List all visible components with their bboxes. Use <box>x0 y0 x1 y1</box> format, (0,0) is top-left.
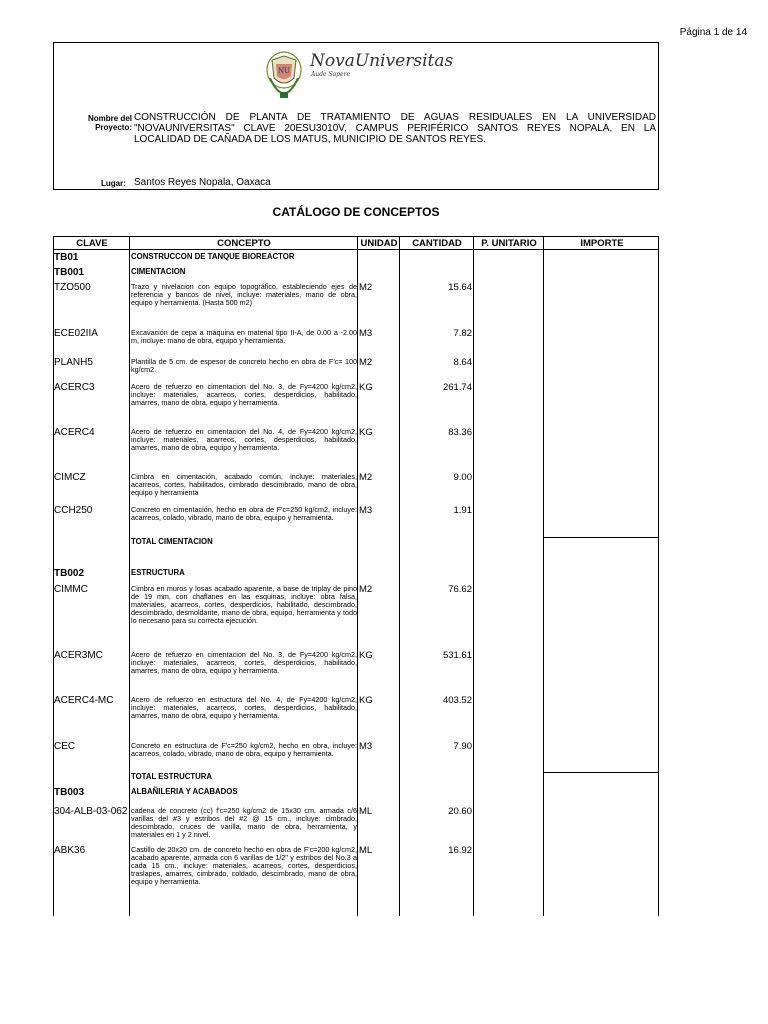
cell-cantidad: 1.91 <box>453 505 472 516</box>
cell-unidad: M2 <box>359 472 373 483</box>
cell-clave: TB001 <box>54 267 85 278</box>
concept-table <box>53 236 659 916</box>
cell-clave: TZO500 <box>54 282 91 293</box>
table-border-right <box>658 236 659 916</box>
cell-cantidad: 7.90 <box>453 741 472 752</box>
cell-clave: ABK36 <box>54 845 86 856</box>
cell-cantidad: 403.52 <box>442 695 472 706</box>
cell-concepto: Concreto en cimentación, hecho en obra de F'c=250 kg/cm2, incluye: acarreos, colado, vibrado, mano de obra, equipo y herramienta. <box>131 505 357 523</box>
cell-clave: PLANH5 <box>54 357 93 368</box>
cell-clave: ECE02IIA <box>54 328 98 339</box>
cell-concepto: TOTAL CIMENTACION <box>131 537 213 546</box>
cell-concepto: CONSTRUCCON DE TANQUE BIOREACTOR <box>131 252 295 261</box>
cell-cantidad: 261.74 <box>442 382 472 393</box>
catalog-title: CATÁLOGO DE CONCEPTOS <box>272 205 440 219</box>
cell-unidad: M2 <box>359 282 373 293</box>
project-label: Nombre del Proyecto: <box>87 114 132 132</box>
brand-name: NovaUniversitas <box>310 51 454 71</box>
cell-cantidad: 7.82 <box>453 328 472 339</box>
cell-clave: CEC <box>54 741 76 752</box>
column-divider-clave <box>129 236 130 916</box>
table-header <box>53 236 659 250</box>
column-divider-cantidad <box>473 236 474 916</box>
cell-concepto: Acero de refuerzo en cimentacion del No. 3, de Fy=4200 kg/cm2, incluye: materiales, acarreos, cortes, desperdicios, habilitado, amarres, mano de obra, equipo y herramienta. <box>131 650 357 676</box>
cell-concepto: Plantilla de 5 cm. de espesor de concreto hecho en obra de F'c= 100 kg/cm2. <box>131 357 357 375</box>
cell-unidad: M3 <box>359 505 373 516</box>
cell-cantidad: 8.64 <box>453 357 472 368</box>
cell-concepto: Acero de refuerzo en estructura del No. 4, de Fy=4200 kg/cm2, incluye: materiales, acarreos, cortes, desperdicios, habilitado, amarres, mano de obra, equipo y herramienta. <box>131 695 357 721</box>
cell-concepto: Cimbra en muros y losas acabado aparente, a base de triplay de pino de 19 mm, con chaflanes en las esquinas, incluye: obra falsa, materiales, acarreos, cortes, desperdicios, habilitado, descimbrado, descimbrado, desmoldante, mano de obra, equipo, herramienta y todo lo necesario para su correcta ejecución. <box>131 584 357 626</box>
university-seal-icon <box>264 48 304 100</box>
cell-clave: TB01 <box>54 252 79 263</box>
cell-concepto: Cimbra en cimentación, acabado común, incluye: materiales, acarreos, cortes, habilitados, cimbrado descimbrado, mano de obra, equipo y herramienta <box>131 472 357 498</box>
header-clave: CLAVE <box>76 238 108 249</box>
cell-clave: ACER3MC <box>54 650 103 661</box>
importe-subtotal-line <box>543 772 659 773</box>
cell-concepto: Trazo y nivelacion con equipo topográfico, estableciendo ejes de referencia y bancos de nivel, incluye: materiales, mano de obra, equipo y herramienta. (Hasta 500 m2) <box>131 282 357 308</box>
cell-cantidad: 83.36 <box>448 427 472 438</box>
cell-concepto: TOTAL ESTRUCTURA <box>131 772 212 781</box>
brand-motto: Aude Sapere <box>311 71 350 78</box>
cell-concepto: Acero de refuerzo en cimentacion del No. 3, de Fy=4200 kg/cm2, incluye: materiales, acarreos, cortes, desperdicios, habilitado, amarres, mano de obra, equipo y herramienta. <box>131 382 357 408</box>
cell-cantidad: 531.61 <box>442 650 472 661</box>
page-number: Página 1 de 14 <box>679 27 747 38</box>
cell-unidad: KG <box>359 427 373 438</box>
cell-concepto: ALBAÑILERIA Y ACABADOS <box>131 787 238 796</box>
cell-concepto: cadena de concreto (cc) f'c=250 kg/cm2 de 15x30 cm. armada c/6 varillas del #3 y estribos del #2 @ 15 cm., incluye: cimbrado, descimbrado, cruces de varilla, mano de obra, herramienta, y materiales en 1 y 2 nivel. <box>131 806 357 840</box>
place-label: Lugar: <box>101 179 126 188</box>
cell-unidad: M3 <box>359 741 373 752</box>
cell-unidad: M3 <box>359 328 373 339</box>
cell-clave: 304-ALB-03-062 <box>54 806 128 817</box>
header-unidad: UNIDAD <box>360 238 398 249</box>
cell-clave: CIMMC <box>54 584 88 595</box>
cell-clave: CCH250 <box>54 505 93 516</box>
cell-concepto: Excavación de cepa a máquina en material tipo II-A, de 0.00 a -2.00 m, incluye: mano de obra, equipo y herramienta. <box>131 328 357 346</box>
header-concepto: CONCEPTO <box>217 238 271 249</box>
cell-unidad: ML <box>359 806 373 817</box>
cell-clave: TB002 <box>54 568 85 579</box>
cell-cantidad: 20.60 <box>448 806 472 817</box>
cell-clave: ACERC4 <box>54 427 95 438</box>
svg-text:NU: NU <box>277 67 291 75</box>
cell-unidad: KG <box>359 695 373 706</box>
cell-unidad: KG <box>359 650 373 661</box>
cell-concepto: ESTRUCTURA <box>131 568 185 577</box>
cell-concepto: CIMENTACION <box>131 267 186 276</box>
cell-unidad: M2 <box>359 584 373 595</box>
cell-unidad: M2 <box>359 357 373 368</box>
cell-cantidad: 15.64 <box>448 282 472 293</box>
project-name: CONSTRUCCIÓN DE PLANTA DE TRATAMIENTO DE AGUAS RESIDUALES EN LA UNIVERSIDAD "NOVAUNIVERSITAS" CLAVE 20ESU3010V, CAMPUS PERIFÉRICO SANTOS REYES NOPALA, EN LA LOCALIDAD DE CAÑADA DE LOS MATUS, MUNICIPIO DE SANTOS REYES. <box>134 112 656 145</box>
cell-concepto: Concreto en estructura de F'c=250 kg/cm2, hecho en obra, incluye: acarreos, colado, vibrado, mano de obra, equipo y herramienta. <box>131 741 357 759</box>
cell-concepto: Acero de refuerzo en cimentacion del No. 4, de Fy=4200 kg/cm2, incluye: materiales, acarreos, cortes, desperdicios, habilitado, amarres, mano de obra, equipo y herramienta. <box>131 427 357 453</box>
cell-concepto: Castillo de 20x20 cm. de concreto hecho en obra de F'c=200 kg/cm2, acabado aparente, armada con 6 varillas de 1/2" y estribos del No.3 a cada 15 cm., incluye: materiales, acarreos, cortes, desperdicios, traslapes, amarres, cimbrado, coldado, descimbrado, mano de obra, equipo y herramienta. <box>131 845 357 887</box>
column-divider-unitario <box>543 236 544 916</box>
place-underline <box>134 189 654 190</box>
place-value: Santos Reyes Nopala, Oaxaca <box>134 177 271 188</box>
document-header <box>53 42 659 190</box>
cell-unidad: KG <box>359 382 373 393</box>
cell-clave: ACERC4-MC <box>54 695 114 706</box>
cell-cantidad: 9.00 <box>453 472 472 483</box>
cell-cantidad: 16.92 <box>448 845 472 856</box>
cell-cantidad: 76.62 <box>448 584 472 595</box>
column-divider-concepto <box>357 236 358 916</box>
cell-clave: ACERC3 <box>54 382 95 393</box>
header-importe: IMPORTE <box>580 238 624 249</box>
header-unitario: P. UNITARIO <box>481 238 537 249</box>
header-cantidad: CANTIDAD <box>412 238 462 249</box>
cell-clave: CIMCZ <box>54 472 86 483</box>
importe-subtotal-line <box>543 537 659 538</box>
cell-clave: TB003 <box>54 787 85 798</box>
cell-unidad: ML <box>359 845 373 856</box>
